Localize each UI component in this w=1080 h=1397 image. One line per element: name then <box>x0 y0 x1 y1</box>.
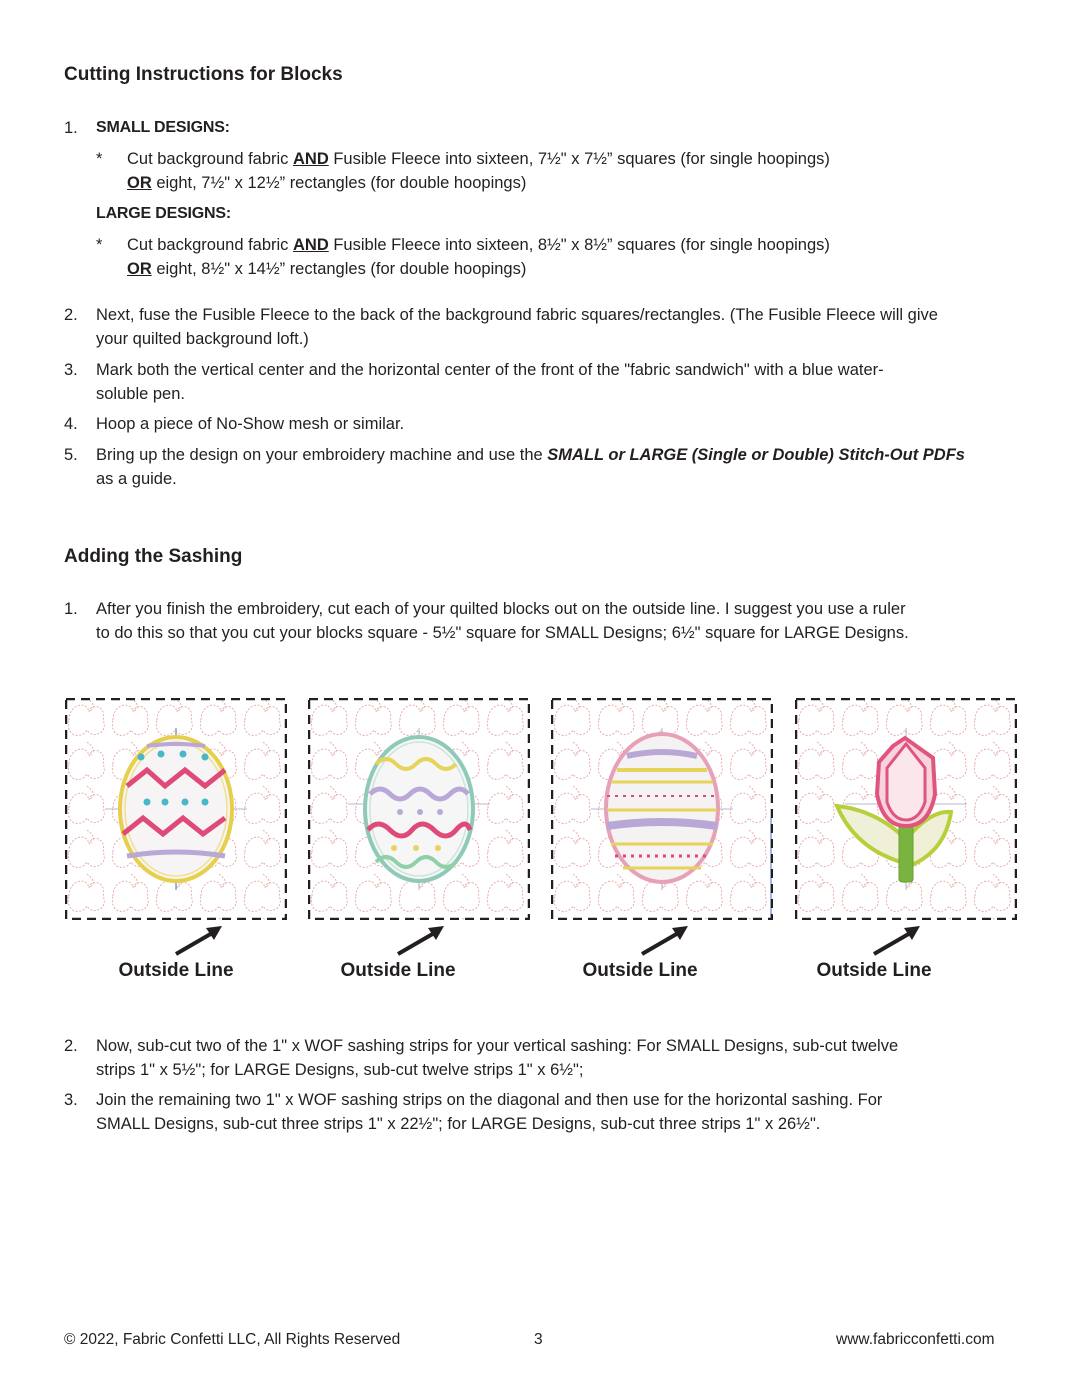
list-item: Join the remaining two 1" x WOF sashing strips on the diagonal and then use for the horizontal sashing. For SMALL Designs, sub-cut three strips 1" x 22½"; for LARGE Designs, sub-cut three strips 1" x 26½". <box>96 1091 883 1133</box>
list-number: 1. <box>64 600 78 618</box>
list-number: 3. <box>64 1091 78 1109</box>
arrow-icon <box>636 920 696 960</box>
quilted-block-tulip <box>795 698 1017 920</box>
sashing-heading: Adding the Sashing <box>64 546 243 567</box>
small-designs-label: SMALL DESIGNS: <box>96 119 230 136</box>
page-number: 3 <box>534 1331 543 1348</box>
arrow-icon <box>868 920 928 960</box>
large-designs-line1: Cut background fabric AND Fusible Fleece into sixteen, 8½" x 8½” squares (for single hoopings) <box>127 236 830 254</box>
list-number: 2. <box>64 306 78 324</box>
list-item: After you finish the embroidery, cut each of your quilted blocks out on the outside line. I suggest you use a ruler to do this so that you cut your blocks square - 5½" square for SMALL Designs; 6½" square for LARGE Designs. <box>96 600 909 642</box>
outside-line-caption: Outside Line <box>582 960 698 981</box>
list-number: 2. <box>64 1037 78 1055</box>
quilted-block-zigzag-egg <box>65 698 287 920</box>
list-number: 1. <box>64 119 78 137</box>
quilted-block-wavy-egg <box>308 698 530 920</box>
bullet: * <box>96 236 103 254</box>
arrow-icon <box>170 920 230 960</box>
list-number: 4. <box>64 415 78 433</box>
list-number: 3. <box>64 361 78 379</box>
list-item: Next, fuse the Fusible Fleece to the back of the background fabric squares/rectangles. (The Fusible Fleece will give your quilted background loft.) <box>96 306 938 348</box>
large-designs-line2: OR eight, 8½" x 14½” rectangles (for double hoopings) <box>127 260 527 278</box>
outside-line-caption: Outside Line <box>340 960 456 981</box>
quilted-block-striped-egg <box>551 698 773 920</box>
list-item: Bring up the design on your embroidery machine and use the SMALL or LARGE (Single or Double) Stitch-Out PDFs as a guide. <box>96 446 965 488</box>
arrow-icon <box>392 920 452 960</box>
footer-website-link[interactable]: www.fabricconfetti.com <box>836 1331 995 1348</box>
large-designs-label: LARGE DESIGNS: <box>96 205 231 222</box>
bullet: * <box>96 150 103 168</box>
outside-line-caption: Outside Line <box>118 960 234 981</box>
outside-line-caption: Outside Line <box>816 960 932 981</box>
list-item: Now, sub-cut two of the 1" x WOF sashing strips for your vertical sashing: For SMALL Designs, sub-cut twelve strips 1" x 5½"; for LARGE Designs, sub-cut twelve strips 1" x 6½"; <box>96 1037 899 1079</box>
list-number: 5. <box>64 446 78 464</box>
footer-copyright: © 2022, Fabric Confetti LLC, All Rights Reserved <box>64 1331 401 1348</box>
list-item: Hoop a piece of No-Show mesh or similar. <box>96 415 405 433</box>
small-designs-line2: OR eight, 7½" x 12½” rectangles (for double hoopings) <box>127 174 527 192</box>
small-designs-line1: Cut background fabric AND Fusible Fleece into sixteen, 7½" x 7½” squares (for single hoopings) <box>127 150 830 168</box>
list-item: Mark both the vertical center and the horizontal center of the front of the "fabric sandwich" with a blue water- soluble pen. <box>96 361 884 403</box>
cutting-heading: Cutting Instructions for Blocks <box>64 64 343 85</box>
